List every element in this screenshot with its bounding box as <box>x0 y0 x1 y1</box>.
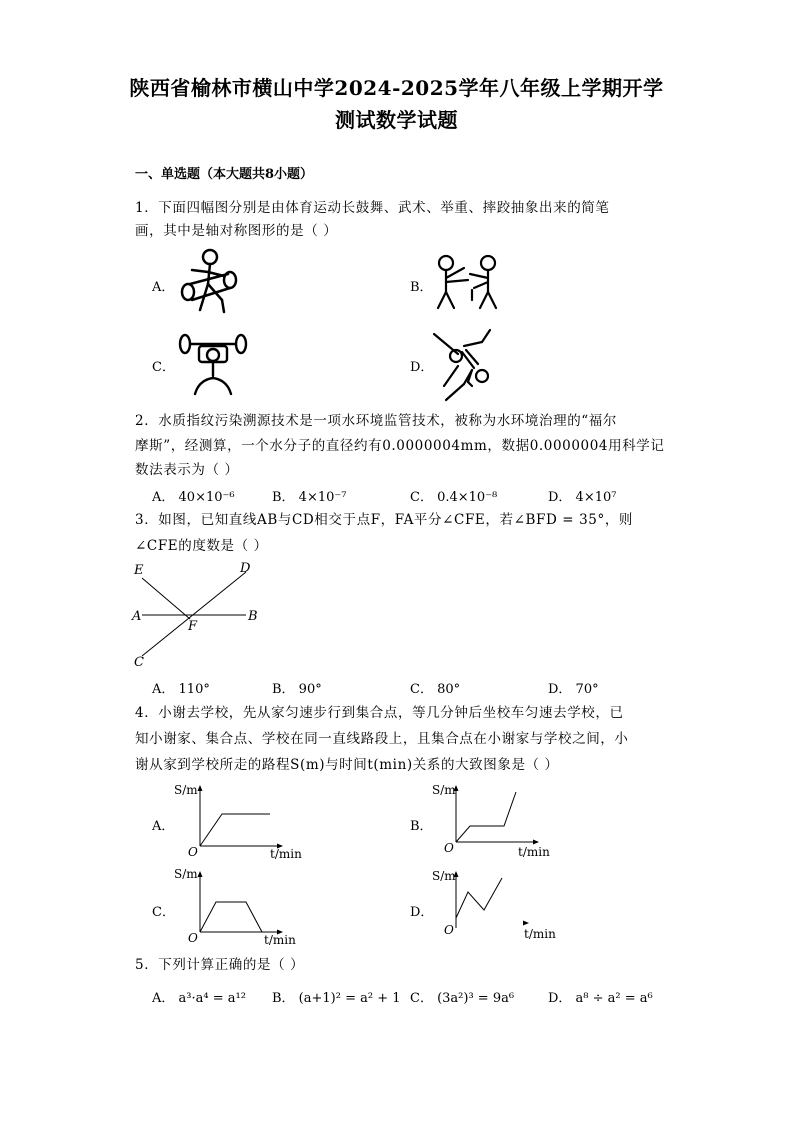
x-axis-label: t/min <box>264 933 296 947</box>
y-axis-label: S/m <box>174 867 198 881</box>
origin-label: O <box>444 923 454 937</box>
q5-option-b: B． (a+1)² = a² + 1 <box>272 991 401 1006</box>
q2-option-c: C． 0.4×10⁻⁸ <box>410 490 498 505</box>
x-axis-label: t/min <box>270 847 302 861</box>
y-axis-label: S/m <box>174 783 198 797</box>
question-5-line-1: 5．下列计算正确的是（ ） <box>135 957 305 973</box>
q3-option-c: C． 80° <box>410 682 461 697</box>
label-b: B <box>248 609 258 624</box>
question-3-line-2: ∠CFE的度数是（ ） <box>135 538 268 554</box>
q4-option-b-label: B． <box>410 819 433 834</box>
y-axis-label: S/m <box>432 783 456 797</box>
label-a: A <box>132 609 142 624</box>
q3-option-a: A． 110° <box>152 682 210 697</box>
ray-fe <box>142 578 190 619</box>
q2-option-a: A． 40×10⁻⁶ <box>152 490 235 505</box>
q5-option-a: A． a³·a⁴ = a¹² <box>152 991 246 1006</box>
q1-figure-d-wrestling <box>428 326 500 402</box>
question-1-line-1: 1．下面四幅图分别是由体育运动长鼓舞、武术、举重、摔跤抽象出来的简笔 <box>135 200 610 216</box>
page-title-line-1: 陕西省榆林市横山中学2024-2025学年八年级上学期开学 <box>129 76 664 100</box>
q3-option-b: B． 90° <box>272 682 322 697</box>
q4-option-c-label: C． <box>152 905 175 920</box>
q4-option-d-label: D． <box>410 905 434 920</box>
x-axis-label: t/min <box>524 927 556 941</box>
q4-graph-d <box>428 864 568 948</box>
label-d: D <box>240 561 251 576</box>
q2-option-d: D． 4×10⁷ <box>548 490 617 505</box>
q1-option-c-label: C． <box>152 360 175 375</box>
origin-label: O <box>188 845 198 859</box>
page-title-line-2: 测试数学试题 <box>335 108 458 132</box>
question-4-line-1: 4．小谢去学校，先从家匀速步行到集合点，等几分钟后坐校车匀速去学校，已 <box>135 705 624 721</box>
q4-graph-a <box>170 778 310 862</box>
label-f: F <box>188 619 198 634</box>
question-2-line-3: 数法表示为（ ） <box>135 462 239 478</box>
y-axis-label: S/m <box>432 869 456 883</box>
origin-label: O <box>444 841 454 855</box>
question-2-line-2: 摩斯”，经测算，一个水分子的直径约有0.0000004mm，数据0.0000004用科学记 <box>135 438 665 454</box>
q4-option-a-label: A． <box>152 819 175 834</box>
q1-option-b-label: B． <box>410 280 433 295</box>
question-1-line-2: 画，其中是轴对称图形的是（ ） <box>135 223 338 239</box>
q4-graph-b <box>428 778 568 862</box>
question-2-line-1: 2．水质指纹污染溯源技术是一项水环境监管技术，被称为水环境治理的“福尔 <box>135 413 617 429</box>
q1-option-d-label: D． <box>410 360 434 375</box>
section-header: 一、单选题（本大题共8小题） <box>135 167 314 182</box>
q3-option-d: D． 70° <box>548 682 599 697</box>
q5-option-d: D． a⁸ ÷ a² = a⁶ <box>548 991 653 1006</box>
q4-graph-c <box>170 864 310 948</box>
q2-option-b: B． 4×10⁻⁷ <box>272 490 347 505</box>
x-axis-label: t/min <box>518 845 550 859</box>
q1-option-a-label: A． <box>152 280 175 295</box>
q1-figure-c-weightlifting <box>175 330 253 400</box>
q5-option-c: C． (3a²)³ = 9a⁶ <box>410 991 515 1006</box>
question-4-line-2: 知小谢家、集合点、学校在同一直线路段上，且集合点在小谢家与学校之间，小 <box>135 731 629 747</box>
label-e: E <box>134 563 144 578</box>
question-4-line-3: 谢从家到学校所走的路程S(m)与时间t(min)关系的大致图象是（ ） <box>135 757 559 773</box>
origin-label: O <box>188 931 198 945</box>
q1-figure-b-martial-arts <box>432 252 504 314</box>
q3-intersecting-lines-figure <box>128 558 268 670</box>
question-3-line-1: 3．如图，已知直线AB与CD相交于点F，FA平分∠CFE，若∠BFD = 35°，则 <box>135 512 634 528</box>
label-c: C <box>134 655 144 670</box>
q1-figure-a-drum-dance <box>178 244 248 314</box>
line-cd <box>142 572 246 656</box>
